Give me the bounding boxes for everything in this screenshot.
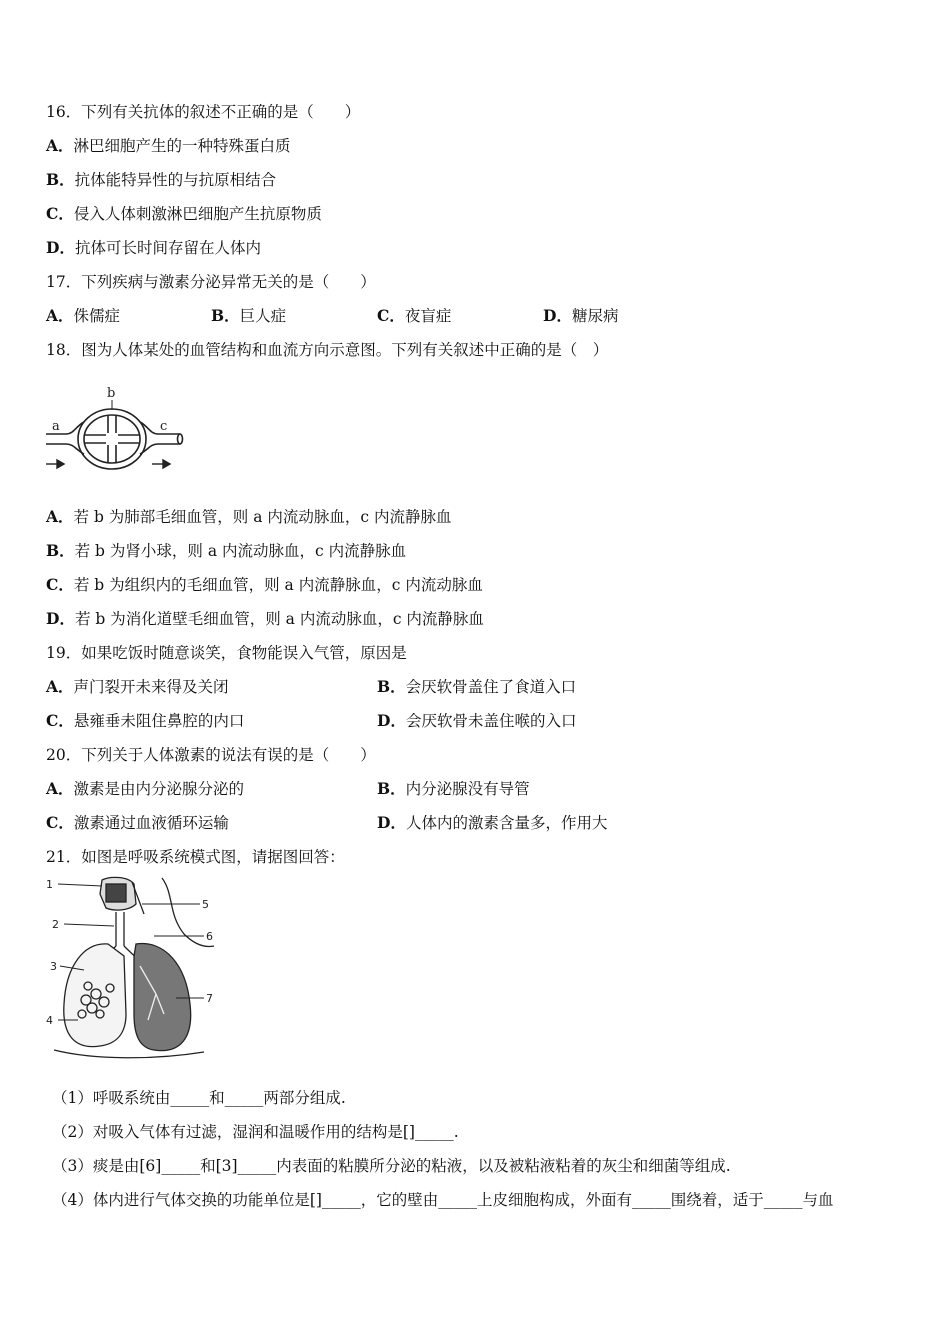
q17-option-d <box>543 306 618 326</box>
option-text: 会厌软骨未盖住喉的入口 <box>405 712 577 730</box>
option-label: C． <box>46 711 74 730</box>
option-label: A． <box>46 779 74 798</box>
option-label: C． <box>46 813 74 832</box>
diagram-label-7: 7 <box>206 992 213 1005</box>
diagram-label-4: 4 <box>46 1014 53 1027</box>
q20-option-a <box>46 779 244 799</box>
q19-option-d <box>377 711 576 731</box>
option-label: B． <box>211 306 240 325</box>
q21-sub-3: （3）痰是由[6]_____和[3]_____内表面的粘膜所分泌的粘液，以及被粘液粘着的灰尘和细菌等组成. <box>52 1157 731 1175</box>
option-text: 若 b 为肾小球，则 a 内流动脉血，c 内流静脉血 <box>74 542 407 560</box>
q17-option-c <box>377 306 451 326</box>
option-text: 若 b 为肺部毛细血管，则 a 内流动脉血，c 内流静脉血 <box>73 508 452 526</box>
option-label: B． <box>46 541 75 560</box>
q16-option-d <box>46 238 261 258</box>
diagram-label-a: a <box>52 419 60 434</box>
option-text: 淋巴细胞产生的一种特殊蛋白质 <box>73 137 291 155</box>
q21-sub-2: （2）对吸入气体有过滤，湿润和温暖作用的结构是[]_____. <box>52 1123 459 1141</box>
option-label: A． <box>46 306 74 325</box>
diagram-label-1: 1 <box>46 878 53 891</box>
q18-option-d <box>46 609 484 629</box>
option-text: 若 b 为组织内的毛细血管，则 a 内流静脉血，c 内流动脉血 <box>73 576 483 594</box>
option-text: 会厌软骨盖住了食道入口 <box>405 678 577 696</box>
option-text: 抗体可长时间存留在人体内 <box>74 239 261 257</box>
diagram-label-6: 6 <box>206 930 213 943</box>
q17-option-a <box>46 306 120 326</box>
q19-option-c <box>46 711 244 731</box>
diagram-label-b: b <box>107 386 116 401</box>
option-label: D． <box>46 238 75 257</box>
option-label: B． <box>46 170 75 189</box>
option-text: 夜盲症 <box>404 307 452 325</box>
q16-option-a <box>46 136 291 156</box>
option-label: C． <box>377 306 405 325</box>
q18-stem: 18．图为人体某处的血管结构和血流方向示意图。下列有关叙述中正确的是（ ） <box>46 341 609 359</box>
q17-stem: 17．下列疾病与激素分泌异常无关的是（ ） <box>46 273 376 291</box>
q21-stem: 21．如图是呼吸系统模式图，请据图回答： <box>46 848 345 866</box>
option-text: 糖尿病 <box>571 307 619 325</box>
option-text: 侵入人体刺激淋巴细胞产生抗原物质 <box>73 205 322 223</box>
q18-option-a <box>46 507 452 527</box>
respiratory-system-diagram <box>44 874 224 1062</box>
q19-option-b <box>377 677 576 697</box>
q16-option-c <box>46 204 322 224</box>
option-text: 激素通过血液循环运输 <box>73 814 229 832</box>
option-label: A． <box>46 507 74 526</box>
option-label: C． <box>46 204 74 223</box>
option-label: A． <box>46 677 74 696</box>
q21-sub-4: （4）体内进行气体交换的功能单位是[]_____，它的壁由_____上皮细胞构成，外面有_____围绕着，适于_____与血 <box>52 1191 834 1209</box>
q17-option-b <box>211 306 286 326</box>
option-text: 悬雍垂未阻住鼻腔的内口 <box>73 712 245 730</box>
option-text: 巨人症 <box>239 307 287 325</box>
option-label: B． <box>377 677 406 696</box>
option-label: D． <box>543 306 572 325</box>
q19-option-a <box>46 677 229 697</box>
option-label: D． <box>46 609 75 628</box>
diagram-label-c: c <box>160 419 168 434</box>
q20-option-c <box>46 813 229 833</box>
q16-stem: 16．下列有关抗体的叙述不正确的是（ ） <box>46 103 361 121</box>
option-text: 声门裂开未来得及关闭 <box>73 678 229 696</box>
q18-option-b <box>46 541 406 561</box>
option-text: 人体内的激素含量多，作用大 <box>405 814 608 832</box>
option-label: D． <box>377 813 406 832</box>
diagram-label-3: 3 <box>50 960 57 973</box>
option-label: A． <box>46 136 74 155</box>
option-label: B． <box>377 779 406 798</box>
blood-vessel-diagram <box>40 382 190 482</box>
q16-option-b <box>46 170 276 190</box>
q19-stem: 19．如果吃饭时随意谈笑，食物能误入气管，原因是 <box>46 644 407 662</box>
q21-sub-1: （1）呼吸系统由_____和_____两部分组成. <box>52 1089 346 1107</box>
option-text: 若 b 为消化道壁毛细血管，则 a 内流动脉血，c 内流静脉血 <box>74 610 484 628</box>
q20-option-b <box>377 779 530 799</box>
q20-option-d <box>377 813 607 833</box>
option-text: 内分泌腺没有导管 <box>405 780 530 798</box>
option-label: D． <box>377 711 406 730</box>
option-text: 激素是由内分泌腺分泌的 <box>73 780 245 798</box>
option-text: 抗体能特异性的与抗原相结合 <box>74 171 277 189</box>
option-label: C． <box>46 575 74 594</box>
diagram-label-5: 5 <box>202 898 209 911</box>
q20-stem: 20．下列关于人体激素的说法有误的是（ ） <box>46 746 376 764</box>
option-text: 侏儒症 <box>73 307 121 325</box>
diagram-label-2: 2 <box>52 918 59 931</box>
q18-option-c <box>46 575 483 595</box>
